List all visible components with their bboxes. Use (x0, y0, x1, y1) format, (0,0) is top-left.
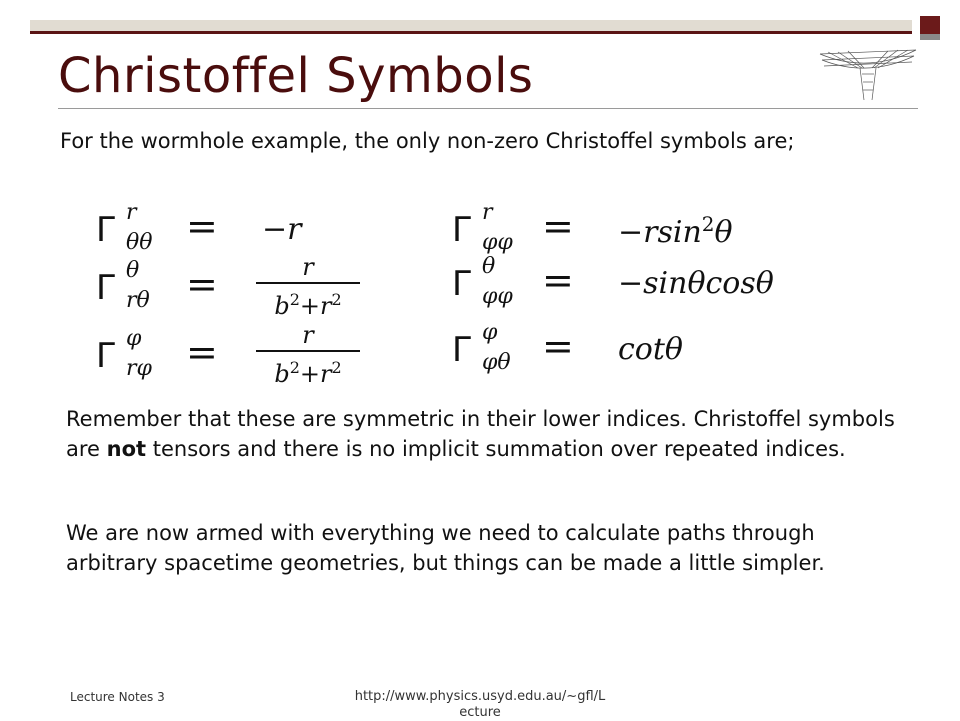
fraction (256, 322, 360, 388)
corner-block (920, 16, 940, 34)
eq-rhs: cotθ (618, 332, 683, 367)
wormhole-logo-icon (818, 44, 918, 102)
title-rule (58, 108, 918, 109)
paragraph-conclusion: We are now armed with everything we need to calculate paths through arbitrary spacetime geometries, but things can be made a little simpler. (66, 521, 825, 575)
equals-sign: = (542, 204, 574, 248)
eq-sup: r (482, 200, 493, 225)
emphasis-not: not (106, 437, 147, 461)
footer-url-link[interactable]: http://www.physics.usyd.edu.au/~gfl/L ecture (354, 689, 606, 720)
fraction-bar (256, 350, 360, 352)
gamma-symbol: Γ (452, 210, 471, 250)
gamma-symbol: Γ (452, 330, 471, 370)
eq-sup: φ (482, 320, 498, 345)
header-band (30, 20, 912, 31)
fraction-numerator: r (302, 321, 314, 349)
equals-sign: = (186, 262, 218, 306)
eq-sub: φθ (482, 350, 511, 375)
eq-sub: rφ (126, 356, 152, 381)
eq-sub: φφ (482, 284, 513, 309)
fraction-bar (256, 282, 360, 284)
eq-rhs: −r (262, 212, 302, 247)
fraction (256, 254, 360, 320)
corner-block-shadow (920, 34, 940, 40)
gamma-symbol: Γ (96, 336, 115, 376)
intro-text: For the wormhole example, the only non-zero Christoffel symbols are; (60, 129, 795, 153)
paragraph-symmetry: Remember that these are symmetric in their lower indices. Christoffel symbols are not tensors and there is no implicit summation over repeated indices. (66, 407, 895, 461)
header-rule (30, 31, 912, 34)
equals-sign: = (542, 324, 574, 368)
gamma-symbol: Γ (96, 268, 115, 308)
gamma-symbol: Γ (96, 210, 115, 250)
fraction-numerator: r (302, 253, 314, 281)
footer-lecture-notes: Lecture Notes 3 (70, 690, 165, 704)
eq-sub: rθ (126, 288, 150, 313)
eq-sup: θ (126, 258, 140, 283)
eq-sup: φ (126, 326, 142, 351)
eq-sub: φφ (482, 230, 513, 255)
eq-sub: θθ (126, 230, 153, 255)
eq-rhs: −sinθcosθ (618, 266, 774, 301)
fraction-denominator: $b^2+r^2$ (274, 290, 342, 320)
gamma-symbol: Γ (452, 264, 471, 304)
fraction-denominator: $b^2+r^2$ (274, 358, 342, 388)
equals-sign: = (186, 204, 218, 248)
eq-sup: r (126, 200, 137, 225)
eq-rhs: −rsin$^2$θ (618, 212, 733, 250)
equals-sign: = (542, 258, 574, 302)
eq-sup: θ (482, 254, 496, 279)
equals-sign: = (186, 330, 218, 374)
slide-title: Christoffel Symbols (58, 48, 534, 104)
